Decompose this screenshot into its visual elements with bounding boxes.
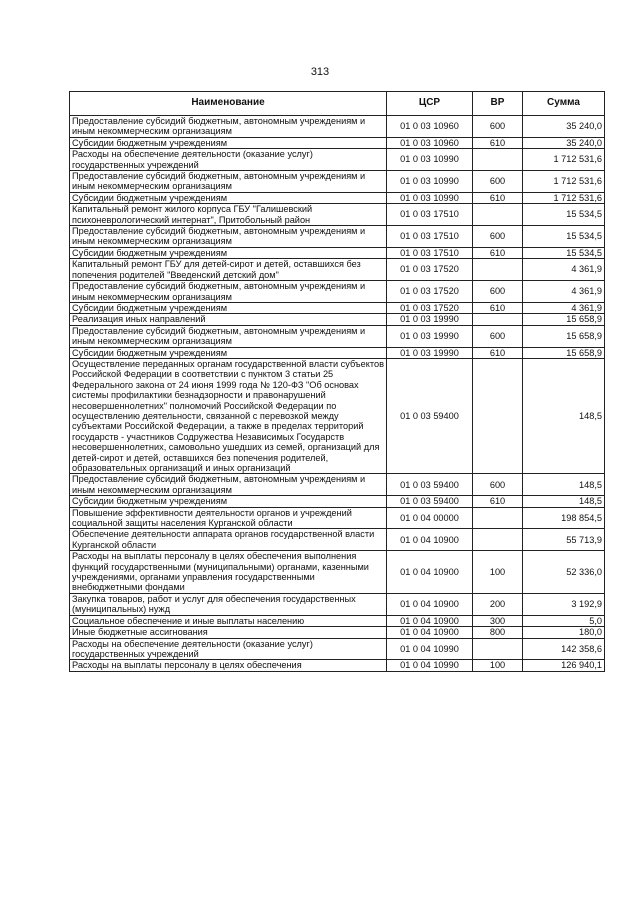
row-csr: 01 0 04 10900	[387, 551, 473, 594]
row-csr: 01 0 03 17520	[387, 302, 473, 313]
table-header-row	[70, 92, 605, 116]
row-vr: 610	[473, 137, 523, 148]
row-vr: 200	[473, 593, 523, 615]
row-sum: 4 361,9	[523, 302, 605, 313]
row-sum: 1 712 531,6	[523, 171, 605, 193]
row-vr: 600	[473, 474, 523, 496]
row-vr: 800	[473, 627, 523, 638]
row-sum: 35 240,0	[523, 137, 605, 148]
row-sum: 4 361,9	[523, 281, 605, 303]
row-vr	[473, 638, 523, 660]
table-row	[70, 660, 605, 671]
row-name: Капитальный ремонт ГБУ для детей-сирот и детей, оставшихся без попечения родителей "Введенский детский дом"	[70, 259, 387, 281]
row-csr: 01 0 03 59400	[387, 474, 473, 496]
row-vr: 610	[473, 496, 523, 507]
table-row	[70, 551, 605, 594]
row-sum: 148,5	[523, 496, 605, 507]
row-vr	[473, 149, 523, 171]
row-sum: 15 658,9	[523, 325, 605, 347]
table-row	[70, 615, 605, 626]
row-name: Иные бюджетные ассигнования	[70, 627, 387, 638]
row-csr: 01 0 04 10900	[387, 627, 473, 638]
row-vr: 610	[473, 247, 523, 258]
row-csr: 01 0 03 17520	[387, 281, 473, 303]
row-vr	[473, 259, 523, 281]
row-sum: 198 854,5	[523, 507, 605, 529]
row-sum: 5,0	[523, 615, 605, 626]
row-sum: 148,5	[523, 358, 605, 473]
row-csr: 01 0 04 10990	[387, 660, 473, 671]
table-row	[70, 281, 605, 303]
row-vr: 600	[473, 171, 523, 193]
table-row	[70, 496, 605, 507]
row-name: Предоставление субсидий бюджетным, автономным учреждениям и иным некоммерческим организациям	[70, 116, 387, 138]
table-row	[70, 149, 605, 171]
row-sum: 142 358,6	[523, 638, 605, 660]
row-csr: 01 0 03 17510	[387, 226, 473, 248]
row-vr	[473, 314, 523, 325]
row-name: Расходы на выплаты персоналу в целях обеспечения выполнения функций государственными (муниципальными) органами, казенными учреждениями, органами управления государственными внебюджетными фондами	[70, 551, 387, 594]
row-csr: 01 0 04 00000	[387, 507, 473, 529]
row-sum: 15 534,5	[523, 226, 605, 248]
row-name: Реализация иных направлений	[70, 314, 387, 325]
table-row	[70, 529, 605, 551]
row-name: Субсидии бюджетным учреждениям	[70, 347, 387, 358]
row-sum: 15 534,5	[523, 204, 605, 226]
table-row	[70, 507, 605, 529]
row-sum: 180,0	[523, 627, 605, 638]
row-vr: 600	[473, 116, 523, 138]
row-sum: 3 192,9	[523, 593, 605, 615]
table-row	[70, 314, 605, 325]
row-sum: 35 240,0	[523, 116, 605, 138]
table-row	[70, 638, 605, 660]
row-csr: 01 0 04 10990	[387, 638, 473, 660]
row-sum: 15 534,5	[523, 247, 605, 258]
row-name: Социальное обеспечение и иные выплаты населению	[70, 615, 387, 626]
row-csr: 01 0 03 10990	[387, 171, 473, 193]
row-name: Осуществление переданных органам государственной власти субъектов Российской Федерации в соответствии с пунктом 3 статьи 25 Федерального закона от 24 июня 1999 года № 120-ФЗ "Об основах системы профилактики безнадзорности и правонарушений несовершеннолетних" полномочий Российской Федерации по осуществлению деятельности, связанной с перевозкой между субъектами Российской Федерации, а также в пределах территорий государств - участников Содружества Независимых Государств несовершеннолетних, самовольно ушедших из семей, организаций для детей-сирот и детей, оставшихся без попечения родителей, образовательных организаций и иных организаций	[70, 358, 387, 473]
row-vr: 610	[473, 347, 523, 358]
row-sum: 4 361,9	[523, 259, 605, 281]
row-sum: 15 658,9	[523, 347, 605, 358]
row-csr: 01 0 03 10990	[387, 192, 473, 203]
table-row	[70, 627, 605, 638]
row-vr: 600	[473, 325, 523, 347]
row-name: Субсидии бюджетным учреждениям	[70, 247, 387, 258]
budget-table	[69, 91, 605, 672]
row-csr: 01 0 03 59400	[387, 358, 473, 473]
row-vr	[473, 507, 523, 529]
row-name: Предоставление субсидий бюджетным, автономным учреждениям и иным некоммерческим организациям	[70, 171, 387, 193]
row-vr: 100	[473, 551, 523, 594]
row-name: Предоставление субсидий бюджетным, автономным учреждениям и иным некоммерческим организациям	[70, 281, 387, 303]
row-sum: 52 336,0	[523, 551, 605, 594]
row-sum: 126 940,1	[523, 660, 605, 671]
row-csr: 01 0 03 17510	[387, 247, 473, 258]
row-vr: 100	[473, 660, 523, 671]
row-sum: 15 658,9	[523, 314, 605, 325]
row-csr: 01 0 03 10960	[387, 137, 473, 148]
row-sum: 1 712 531,6	[523, 192, 605, 203]
table-row	[70, 347, 605, 358]
row-vr	[473, 529, 523, 551]
table-row	[70, 259, 605, 281]
row-name: Субсидии бюджетным учреждениям	[70, 302, 387, 313]
table-body	[70, 116, 605, 672]
table-row	[70, 358, 605, 473]
row-name: Субсидии бюджетным учреждениям	[70, 496, 387, 507]
row-vr: 610	[473, 302, 523, 313]
row-csr: 01 0 03 59400	[387, 496, 473, 507]
table-row	[70, 204, 605, 226]
header-name: Наименование	[70, 92, 387, 116]
table-row	[70, 171, 605, 193]
row-name: Расходы на выплаты персоналу в целях обеспечения	[70, 660, 387, 671]
row-csr: 01 0 03 10990	[387, 149, 473, 171]
row-name: Субсидии бюджетным учреждениям	[70, 192, 387, 203]
row-csr: 01 0 04 10900	[387, 529, 473, 551]
table-row	[70, 302, 605, 313]
table-row	[70, 593, 605, 615]
row-csr: 01 0 03 10960	[387, 116, 473, 138]
row-csr: 01 0 03 19990	[387, 347, 473, 358]
row-csr: 01 0 03 17520	[387, 259, 473, 281]
row-csr: 01 0 04 10900	[387, 593, 473, 615]
row-vr: 600	[473, 226, 523, 248]
row-name: Предоставление субсидий бюджетным, автономным учреждениям и иным некоммерческим организациям	[70, 226, 387, 248]
table-row	[70, 192, 605, 203]
row-name: Обеспечение деятельности аппарата органов государственной власти Курганской области	[70, 529, 387, 551]
row-sum: 55 713,9	[523, 529, 605, 551]
header-vr: ВР	[473, 92, 523, 116]
table-row	[70, 247, 605, 258]
row-sum: 1 712 531,6	[523, 149, 605, 171]
row-vr: 300	[473, 615, 523, 626]
row-csr: 01 0 03 19990	[387, 314, 473, 325]
row-name: Предоставление субсидий бюджетным, автономным учреждениям и иным некоммерческим организациям	[70, 474, 387, 496]
row-name: Повышение эффективности деятельности органов и учреждений социальной защиты населения Курганской области	[70, 507, 387, 529]
table-row	[70, 116, 605, 138]
row-vr: 600	[473, 281, 523, 303]
row-name: Закупка товаров, работ и услуг для обеспечения государственных (муниципальных) нужд	[70, 593, 387, 615]
row-csr: 01 0 03 19990	[387, 325, 473, 347]
table-row	[70, 325, 605, 347]
row-csr: 01 0 04 10900	[387, 615, 473, 626]
table-row	[70, 474, 605, 496]
row-vr	[473, 204, 523, 226]
table-row	[70, 226, 605, 248]
row-name: Капитальный ремонт жилого корпуса ГБУ "Галишевский психоневрологический интернат", Притобольный район	[70, 204, 387, 226]
row-name: Предоставление субсидий бюджетным, автономным учреждениям и иным некоммерческим организациям	[70, 325, 387, 347]
header-sum: Сумма	[523, 92, 605, 116]
row-sum: 148,5	[523, 474, 605, 496]
row-csr: 01 0 03 17510	[387, 204, 473, 226]
row-name: Расходы на обеспечение деятельности (оказание услуг) государственных учреждений	[70, 149, 387, 171]
header-csr: ЦСР	[387, 92, 473, 116]
row-vr	[473, 358, 523, 473]
row-name: Расходы на обеспечение деятельности (оказание услуг) государственных учреждений	[70, 638, 387, 660]
table-row	[70, 137, 605, 148]
row-name: Субсидии бюджетным учреждениям	[70, 137, 387, 148]
row-vr: 610	[473, 192, 523, 203]
page-number: 313	[310, 66, 330, 78]
